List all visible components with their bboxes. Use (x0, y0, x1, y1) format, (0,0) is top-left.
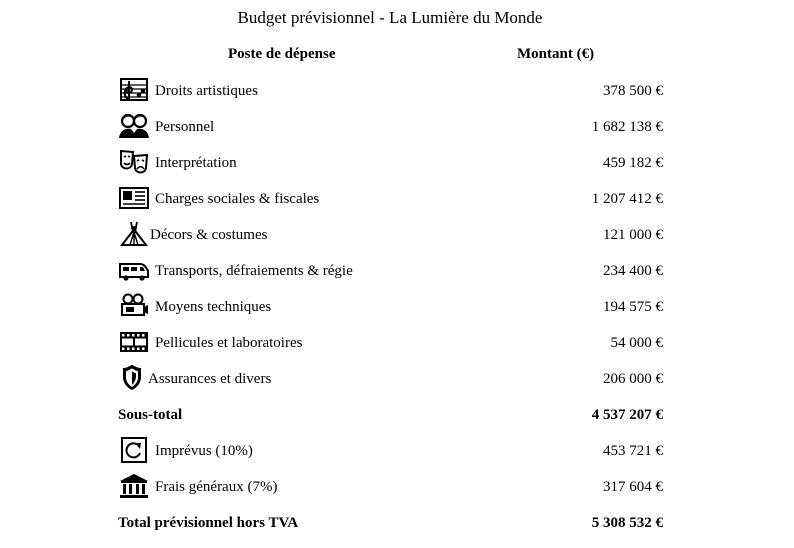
page-title: Budget prévisionnel - La Lumière du Monde (237, 8, 543, 27)
budget-row-imprevus (118, 437, 663, 465)
column-header-poste: Poste de dépense (228, 46, 336, 62)
row-label: Interprétation (155, 155, 237, 171)
budget-row-moyens-techniques (118, 293, 663, 321)
people-icon (118, 113, 150, 139)
row-label: Pellicules et laboratoires (155, 335, 303, 351)
van-icon (118, 257, 150, 283)
row-amount: 453 721 € (603, 443, 663, 459)
music-score-icon (118, 77, 150, 103)
row-label: Droits artistiques (155, 83, 258, 99)
row-label: Moyens techniques (155, 299, 272, 315)
row-amount: 378 500 € (603, 83, 663, 99)
row-label: Frais généraux (7%) (155, 479, 278, 495)
row-label: Imprévus (10%) (155, 443, 253, 459)
row-label: Assurances et divers (148, 371, 272, 387)
column-header-montant: Montant (€) (517, 46, 595, 62)
dress-icon (118, 221, 150, 247)
budget-row-charges (118, 185, 663, 213)
shield-icon (118, 365, 150, 391)
subtotal-row (118, 401, 663, 429)
film-strip-icon (118, 329, 150, 355)
subtotal-label: Sous-total (118, 407, 183, 423)
budget-row-frais-generaux (118, 473, 663, 501)
budget-row-droits-artistiques (118, 77, 663, 105)
bank-building-icon (118, 473, 150, 499)
refresh-icon (118, 437, 150, 463)
row-label: Personnel (155, 119, 215, 135)
row-label: Décors & costumes (150, 227, 268, 243)
budget-row-assurances (118, 365, 663, 393)
row-amount: 317 604 € (603, 479, 663, 495)
budget-row-interpretation (118, 149, 663, 177)
subtotal-amount: 4 537 207 € (591, 407, 663, 423)
row-amount: 234 400 € (603, 263, 663, 279)
row-amount: 1 682 138 € (591, 119, 663, 135)
row-label: Charges sociales & fiscales (155, 191, 320, 207)
row-amount: 194 575 € (603, 299, 663, 315)
budget-row-transports (118, 257, 663, 285)
budget-row-personnel (118, 113, 663, 141)
total-amount: 5 308 532 € (591, 515, 663, 531)
film-camera-icon (118, 293, 150, 319)
row-amount: 121 000 € (603, 227, 663, 243)
total-row (118, 509, 663, 537)
row-amount: 459 182 € (603, 155, 663, 171)
row-amount: 1 207 412 € (591, 191, 663, 207)
budget-row-decors (118, 221, 663, 249)
tax-ledger-icon (118, 185, 150, 211)
theater-masks-icon (118, 149, 150, 175)
row-amount: 206 000 € (603, 371, 663, 387)
row-label: Transports, défraiements & régie (155, 263, 353, 279)
total-label: Total prévisionnel hors TVA (118, 515, 299, 531)
budget-row-pellicules (118, 329, 663, 357)
row-amount: 54 000 € (610, 335, 663, 351)
